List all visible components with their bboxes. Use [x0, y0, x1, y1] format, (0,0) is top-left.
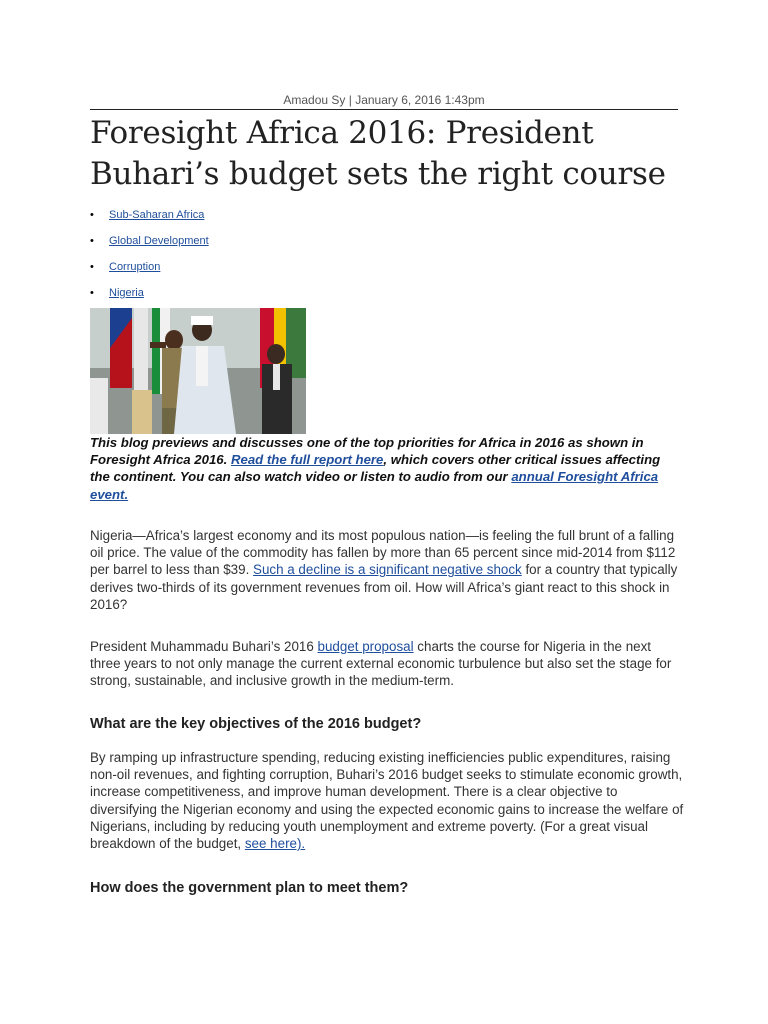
bullet-icon: •: [90, 287, 94, 299]
page-title: [90, 113, 690, 195]
title-divider: [90, 109, 678, 110]
president-photo-icon: [90, 308, 306, 434]
budget-breakdown-link[interactable]: see here).: [244, 836, 306, 852]
bullet-icon: •: [90, 235, 94, 247]
intro-paragraph: [90, 434, 680, 503]
intro-text-1: This blog previews and discusses one of the top priorities for Africa in 2016 as shown in Foresight Africa 2016.: [90, 435, 644, 468]
tag-link-nigeria[interactable]: Nigeria: [109, 287, 144, 299]
paragraph-objectives: [90, 749, 685, 852]
heading-government-plan: How does the government plan to meet them?: [90, 880, 409, 896]
title-line-1: Foresight Africa 2016: President: [90, 115, 594, 151]
article-photo: [90, 308, 306, 434]
tag-link-global-development[interactable]: Global Development: [109, 235, 209, 247]
tag-link-sub-saharan-africa[interactable]: Sub-Saharan Africa: [109, 209, 205, 221]
paragraph-text: charts the course for Nigeria in the next three years to not only manage the current external economic turbulence but also set the stage for strong, sustainable, and inclusive growth in the medium-term.: [90, 639, 672, 689]
bullet-icon: •: [90, 209, 94, 221]
paragraph-text: By ramping up infrastructure spending, reducing existing inefficiencies public expenditures, raising non-oil revenues, and fighting corruption, Buhari’s 2016 budget seeks to stimulate economic growth, increase competitiveness, and improve human development. There is a clear objective to diversifying the Nigerian economy and using the expected economic gains to increase the welfare of Nigerians, including by reducing youth unemployment and extreme poverty. (For a great visual breakdown of the budget,: [90, 750, 684, 852]
budget-proposal-link[interactable]: budget proposal: [317, 639, 414, 654]
foresight-event-link[interactable]: annual Foresight Africa event.: [90, 469, 659, 502]
byline: Amadou Sy | January 6, 2016 1:43pm: [283, 93, 485, 107]
title-line-2: Buhari’s budget sets the right course: [90, 156, 666, 192]
heading-key-objectives: What are the key objectives of the 2016 budget?: [90, 716, 422, 732]
paragraph-oil-price: [90, 527, 685, 613]
bullet-icon: •: [90, 261, 94, 273]
intro-text-2: , which covers other critical issues affecting the continent. You can also watch video or listen to audio from our: [90, 452, 661, 485]
negative-shock-link[interactable]: Such a decline is a significant negative shock: [253, 562, 522, 578]
paragraph-text: Nigeria—Africa’s largest economy and its most populous nation—is feeling the full brunt of a falling oil price. The value of the commodity has fallen by more than 65 percent since mid-2014 from $112 per barrel to less than $39.: [90, 528, 676, 578]
full-report-link[interactable]: Read the full report here: [230, 452, 384, 468]
paragraph-text: President Muhammadu Buhari’s 2016: [90, 639, 318, 654]
paragraph-text: for a country that typically derives two-thirds of its government revenues from oil. How will Africa’s giant react to this shock in 2016?: [90, 562, 678, 612]
paragraph-budget-proposal: [90, 638, 685, 690]
tag-link-corruption[interactable]: Corruption: [109, 261, 161, 273]
